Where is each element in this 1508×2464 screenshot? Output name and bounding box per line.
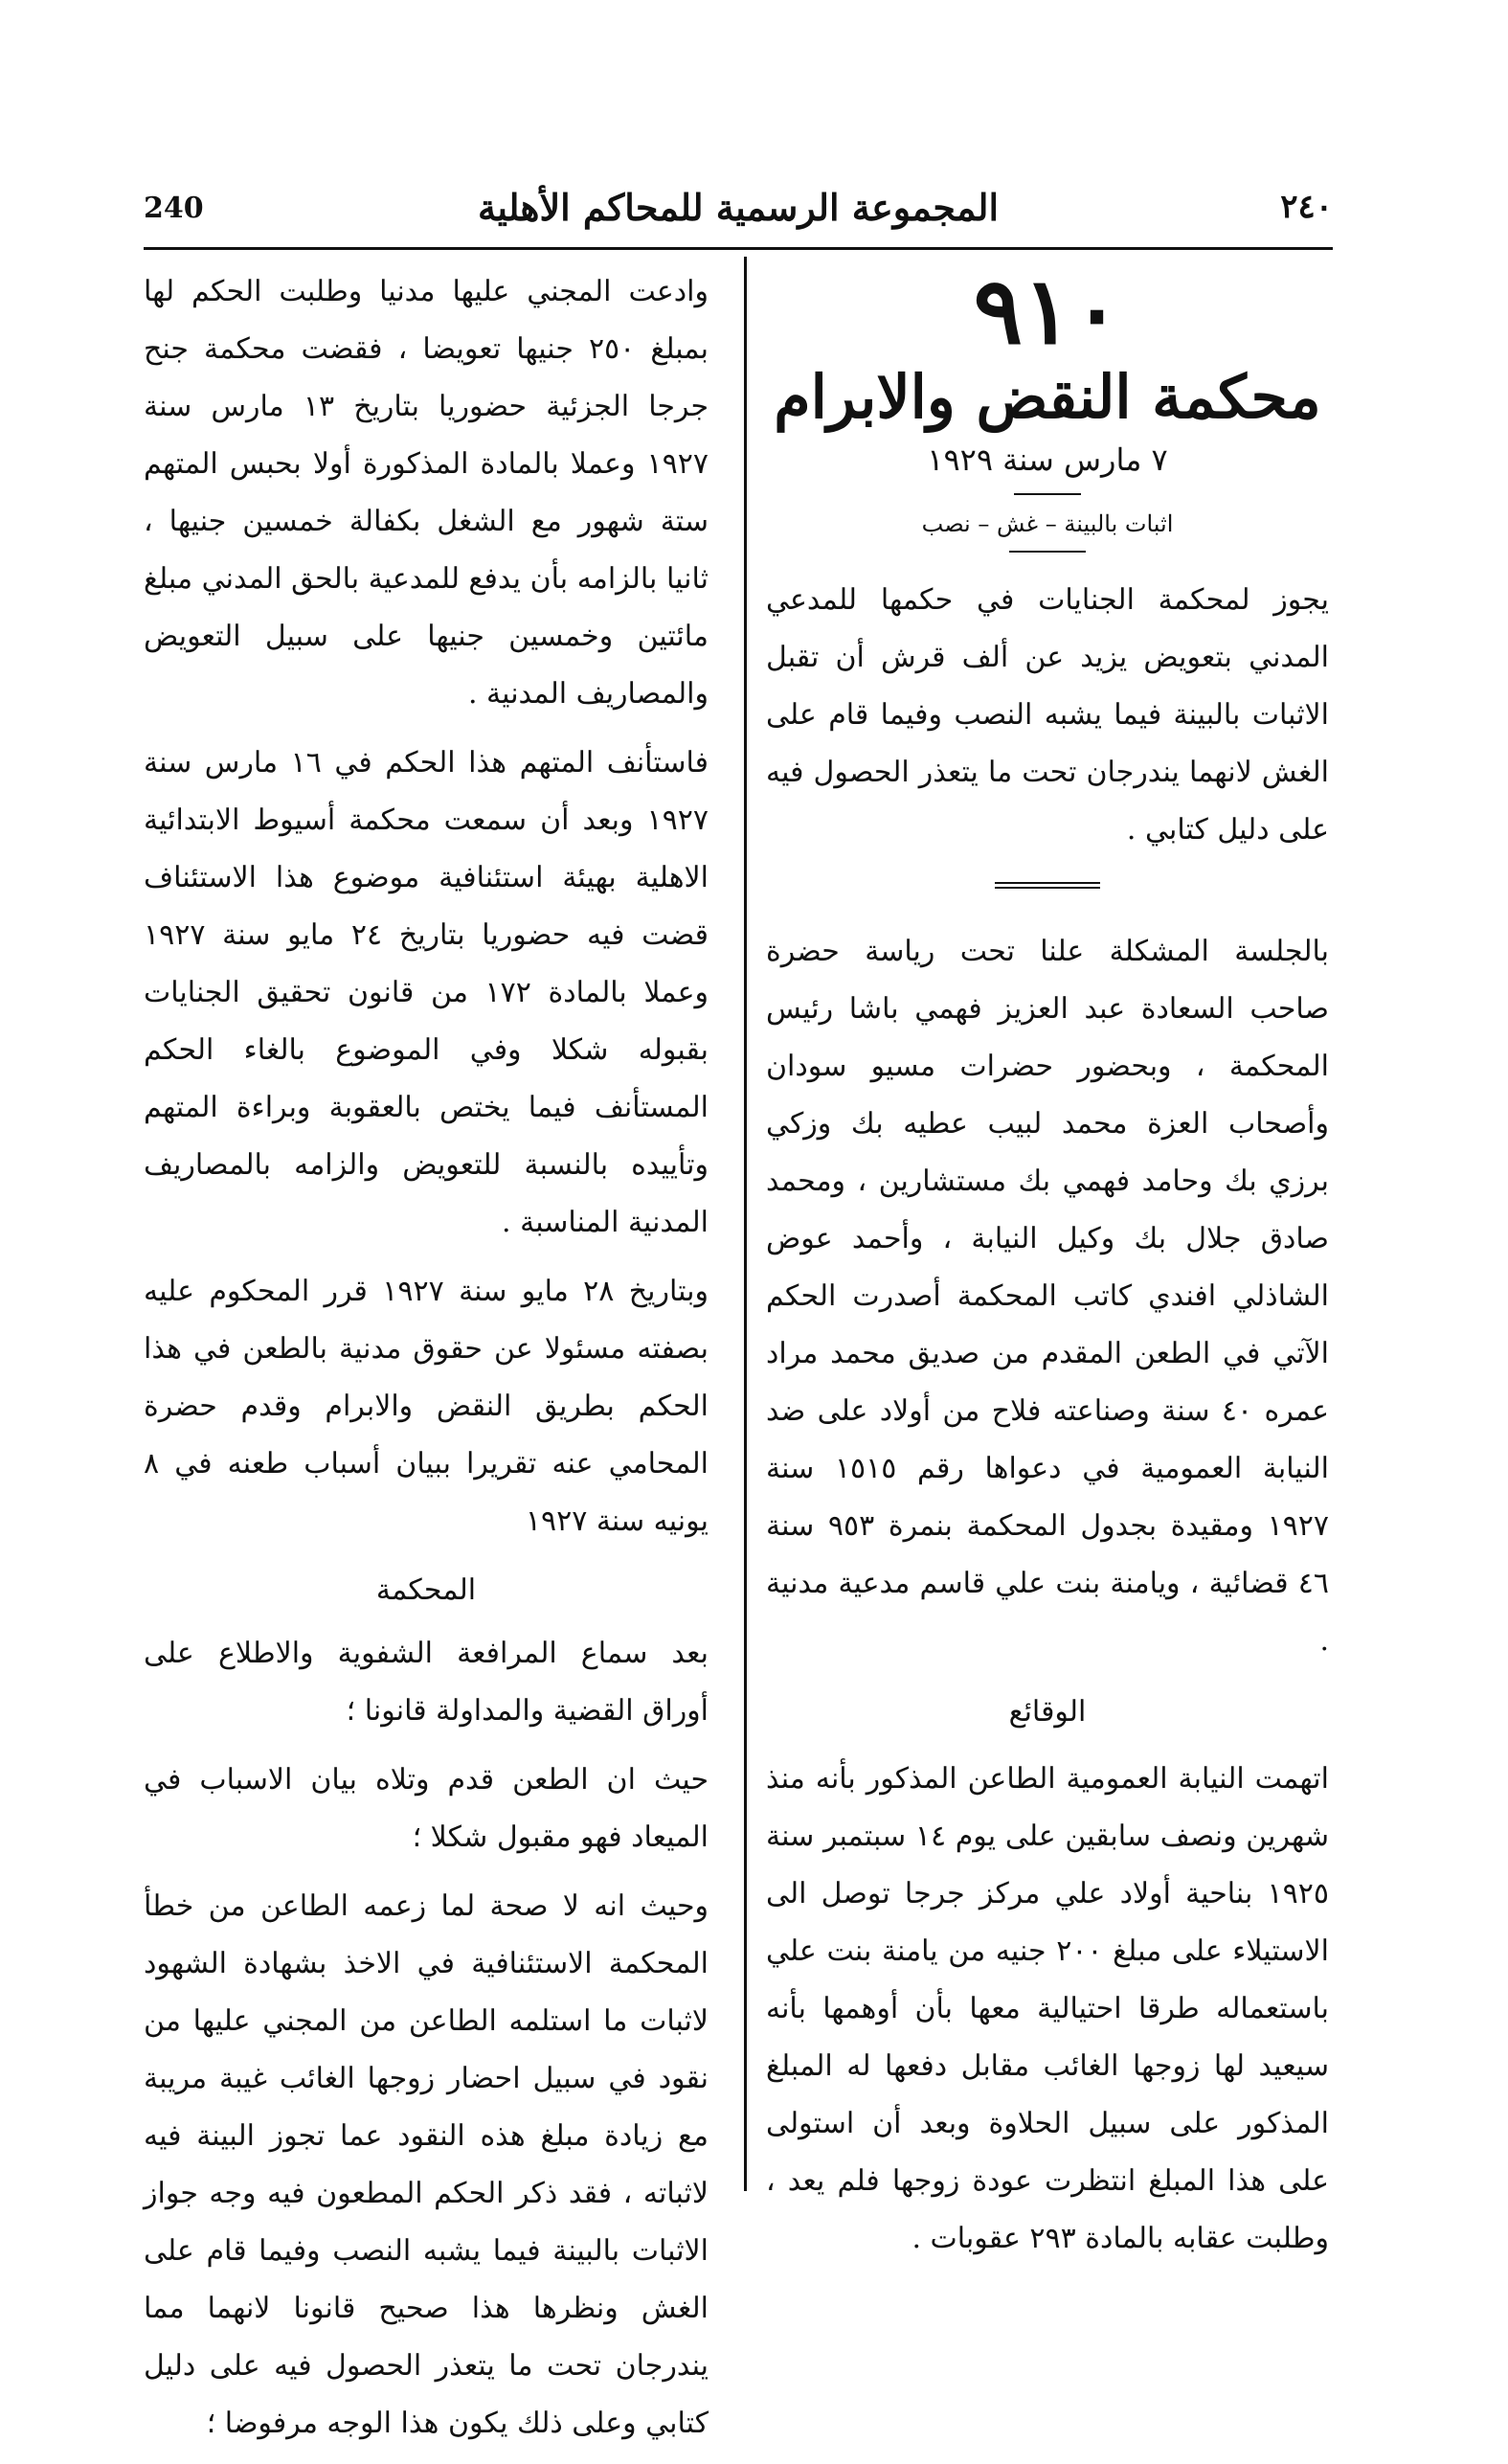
divider: [1009, 551, 1086, 553]
double-divider: [995, 882, 1100, 889]
paragraph-reasoning: وحيث انه لا صحة لما زعمه الطاعن من خطأ المحكمة الاستئنافية في الاخذ بشهادة الشهود لاثبات ما استلمه الطاعن من المجني عليها من نقود في سبيل احضار زوجها الغائب غيبة مريبة مع زيادة مبلغ هذه النقود عما تجوز البينة فيه لاثباته ، فقد ذكر الحكم المطعون فيه وجه جواز الاثبات بالبينة فيما يشبه النصب وفيما قام على الغش ونظرها هذا صحيح قانونا لانهما مما يندرجان تحت ما يتعذر الحصول فيه على دليل كتابي وعلى ذلك يكون هذا الوجه مرفوضا ؛: [144, 1889, 709, 2440]
facts-heading: الوقائع: [1008, 1695, 1087, 1729]
court-heading: المحكمة: [375, 1573, 477, 1607]
column-divider: [744, 257, 747, 2191]
right-column: [766, 257, 1330, 2268]
left-column: [144, 263, 709, 2464]
page-number-latin: 240: [144, 192, 204, 225]
page-header: [144, 184, 1333, 245]
paragraph-appeal: فاستأنف المتهم هذا الحكم في ١٦ مارس سنة ١٩٢٧ وبعد أن سمعت محكمة أسيوط الابتدائية الاهلية بهيئة استئنافية موضوع هذا الاستئناف قضت فيه حضوريا بتاريخ ٢٤ مايو سنة ١٩٢٧ وعملا بالمادة ١٧٢ من قانون تحقيق الجنايات بقبوله شكلا وفي الموضوع بالغاء الحكم المستأنف فيما يختص بالعقوبة وبراءة المتهم وتأييده بالنسبة للتعويض والزامه بالمصاريف المدنية المناسبة .: [144, 746, 709, 1239]
running-title: المجموعة الرسمية للمحاكم الأهلية: [477, 186, 1000, 229]
divider: [1014, 493, 1081, 495]
paragraph-form: حيث ان الطعن قدم وتلاه بيان الاسباب في الميعاد فهو مقبول شكلا ؛: [144, 1763, 709, 1854]
paragraph-claim: وادعت المجني عليها مدنيا وطلبت الحكم لها بمبلغ ٢٥٠ جنيها تعويضا ، فقضت محكمة جنح جرجا الجزئية حضوريا بتاريخ ١٣ مارس سنة ١٩٢٧ وعملا بالمادة المذكورة أولا بحبس المتهم ستة شهور مع الشغل بكفالة خمسين جنيها ، ثانيا بالزامه بأن يدفع للمدعية بالحق المدني مبلغ مائتين وخمسين جنيها على سبيل التعويض والمصاريف المدنية .: [144, 275, 709, 711]
page-number-arabic: ٢٤٠: [1280, 188, 1333, 226]
facts-paragraph: اتهمت النيابة العمومية الطاعن المذكور بأنه منذ شهرين ونصف سابقين على يوم ١٤ سبتمبر سنة ١٩٢٥ بناحية أولاد علي مركز جرجا توصل الى الاستيلاء على مبلغ ٢٠٠ جنيه من يامنة بنت علي باستعماله طرقا احتيالية معها بأن أوهمها بأنه سيعيد لها زوجها الغائب مقابل دفعها له المبلغ المذكور على سبيل الحلاوة وبعد أن استولى على هذا المبلغ انتظرت عودة زوجها فلم يعد ، وطلبت عقابه بالمادة ٢٩٣ عقوبات .: [766, 1762, 1329, 2255]
judgment-date: ٧ مارس سنة ١٩٢٩: [927, 441, 1168, 478]
paragraph-cassation: وبتاريخ ٢٨ مايو سنة ١٩٢٧ قرر المحكوم عليه بصفته مسئولا عن حقوق مدنية بالطعن في هذا الحكم بطريق النقض والابرام وقدم حضرة المحامي عنه تقريرا ببيان أسباب طعنه في ٨ يونيه سنة ١٩٢٧: [144, 1275, 709, 1538]
headnote-summary: يجوز لمحكمة الجنايات في حكمها للمدعي المدني بتعويض يزيد عن ألف قرش أن تقبل الاثبات بالبينة فيما يشبه النصب وفيما قام على الغش لانهما يندرجان تحت ما يتعذر الحصول فيه على دليل كتابي .: [766, 583, 1329, 847]
court-name: محكمة النقض والابرام: [774, 362, 1321, 432]
header-rule: [144, 247, 1333, 250]
paragraph-hearing: بعد سماع المرافعة الشفوية والاطلاع على أوراق القضية والمداولة قانونا ؛: [144, 1637, 709, 1728]
case-number: ٩١٠: [973, 257, 1122, 365]
keywords: اثبات بالبينة – غش – نصب: [921, 510, 1174, 537]
session-paragraph: بالجلسة المشكلة علنا تحت رياسة حضرة صاحب السعادة عبد العزيز فهمي باشا رئيس المحكمة ، وبحضور حضرات مسيو سودان وأصحاب العزة محمد لبيب عطيه بك وزكي برزي بك وحامد فهمي بك مستشارين ، ومحمد صادق جلال بك وكيل النيابة ، وأحمد عوض الشاذلي افندي كاتب المحكمة أصدرت الحكم الآتي في الطعن المقدم من صديق محمد مراد عمره ٤٠ سنة وصناعته فلاح من أولاد على ضد النيابة العمومية في دعواها رقم ١٥١٥ سنة ١٩٢٧ ومقيدة بجدول المحكمة بنمرة ٩٥٣ سنة ٤٦ قضائية ، ويامنة بنت علي قاسم مدعية مدنية .: [766, 935, 1330, 1658]
